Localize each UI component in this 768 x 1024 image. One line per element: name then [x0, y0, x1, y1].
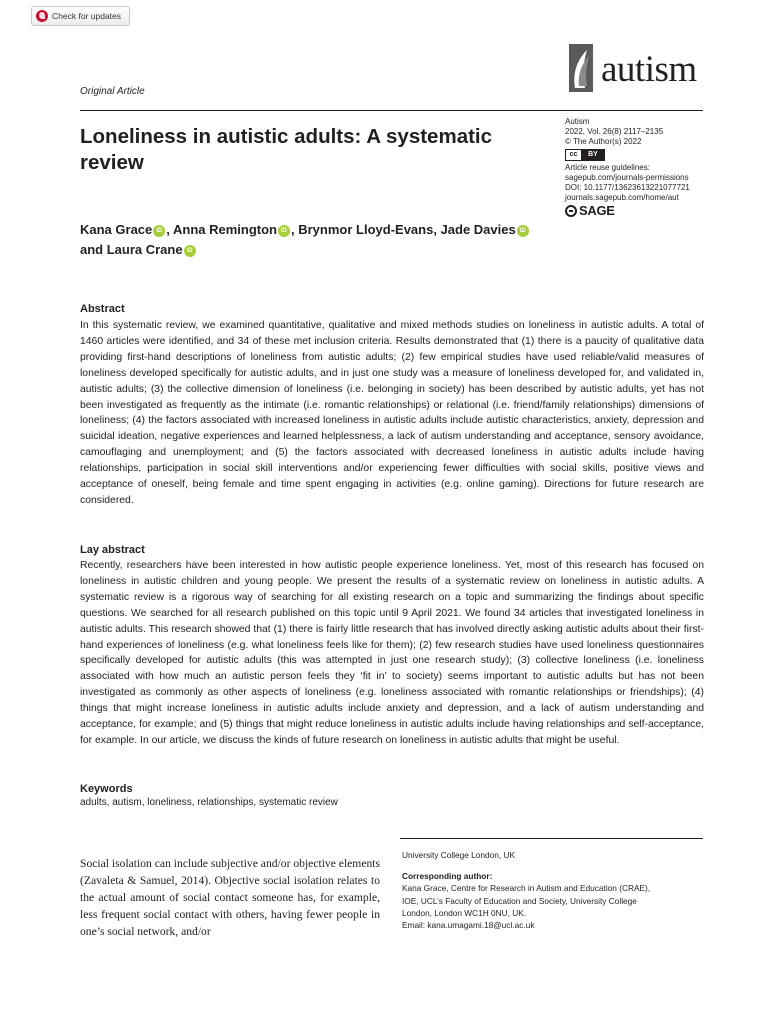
- orcid-icon[interactable]: iD: [153, 225, 165, 237]
- cc-license-right: BY: [582, 150, 604, 160]
- corresponding-email[interactable]: Email: kana.umagami.18@ucl.ac.uk: [402, 920, 535, 931]
- corresponding-author: [402, 870, 702, 931]
- footnote-rule: [400, 838, 703, 839]
- publisher-name: SAGE: [579, 203, 615, 218]
- corresponding-line: IOE, UCL’s Faculty of Education and Society, University College: [402, 895, 637, 906]
- corresponding-heading: Corresponding author:: [402, 871, 493, 881]
- author-list: [80, 220, 550, 260]
- keywords-heading: Keywords: [80, 783, 133, 795]
- sage-icon: [565, 205, 577, 217]
- publisher-logo: [565, 205, 715, 217]
- journal-logo-text: autism: [601, 49, 697, 90]
- author-name: , Brynmor Lloyd-Evans, Jade Davies: [291, 222, 516, 237]
- abstract-heading: Abstract: [80, 303, 125, 315]
- affiliation: University College London, UK: [402, 850, 515, 860]
- orcid-icon[interactable]: iD: [278, 225, 290, 237]
- cc-license-icon[interactable]: [565, 149, 605, 161]
- check-for-updates-badge[interactable]: [31, 6, 130, 26]
- corresponding-line: London, London WC1H 0NU, UK.: [402, 907, 527, 918]
- journal-home-link[interactable]: journals.sagepub.com/home/aut: [565, 193, 679, 202]
- journal-logo-emblem-icon: [563, 42, 599, 94]
- author-name: Kana Grace: [80, 222, 153, 237]
- journal-citation: 2022, Vol. 26(8) 2117–2135: [565, 127, 664, 136]
- author-name: and Laura Crane: [80, 242, 183, 257]
- lay-abstract-text: Recently, researchers have been interested in how autistic people experience loneliness. Yet, most of this research has focused on loneliness in autistic children and young people. We present the results of a systematic review on loneliness in autistic adults. A systematic review is a rigorous way of searching for all existing research on a topic and summarizing the findings about specific questions. We searched for all research published on this topic until 9 April 2021. We found 34 articles that investigated loneliness in autistic adults. This research showed that (1) there is fairly little research that has involved directly asking autistic adults about their first-hand experiences of loneliness (e.g. what loneliness feels like for them); (2) few research studies have used loneliness questionnaires specifically developed for autistic adults (this was attempted in just one research study); (3) collective loneliness (i.e. loneliness associated with how much an autistic person feels they ‘fit in’ to society) seems important to autistic adults but has not been investigated as commonly as other aspects of loneliness (e.g. loneliness associated with romantic relationships or friendships); (4) things that might increase loneliness in autistic adults include anxiety and depression, and a lack of autism understanding and acceptance, for example; and (5) things that might reduce loneliness in autistic adults include having relationships and self-acceptance, for example. In our article, we discuss the kinds of future research on loneliness in autistic adults that might be useful.: [80, 560, 704, 746]
- corresponding-line: Kana Grace, Centre for Research in Autism and Education (CRAE),: [402, 883, 651, 894]
- journal-meta: [565, 117, 715, 217]
- doi-link[interactable]: DOI: 10.1177/13623613221077721: [565, 183, 690, 192]
- cc-license-left: cc: [566, 150, 582, 160]
- check-for-updates-label: Check for updates: [52, 11, 121, 21]
- article-title: Loneliness in autistic adults: A systematic review: [80, 125, 493, 174]
- orcid-icon[interactable]: iD: [517, 225, 529, 237]
- author-name: , Anna Remington: [166, 222, 278, 237]
- keywords-list: adults, autism, loneliness, relationships, systematic review: [80, 797, 338, 808]
- journal-name: Autism: [565, 117, 590, 126]
- orcid-icon[interactable]: iD: [184, 245, 196, 257]
- crossmark-icon: [36, 10, 48, 22]
- reuse-link[interactable]: sagepub.com/journals-permissions: [565, 173, 689, 182]
- journal-logo: [563, 42, 708, 94]
- abstract-text: In this systematic review, we examined quantitative, qualitative and mixed methods studies on loneliness in autistic adults. A total of 1460 articles were identified, and 34 of these met inclusion criteria. Results demonstrated that (1) there is a paucity of qualitative data providing first-hand descriptions of loneliness from autistic adults; (2) few empirical studies have used reliable/valid measures of loneliness developed specifically for autistic adults, and in just one study was a measure of loneliness developed for, and validated in, autistic adults; (3) the collective dimension of loneliness (i.e. belonging in society) has been described by autistic adults, yet has not been investigated as frequently as the intimate (i.e. romantic relationships) or relational (i.e. friend/family relationships) dimensions of loneliness; (4) the factors associated with increased loneliness in autistic adults include autistic characteristics, anxiety, depression and suicidal ideation, negative experiences and learned helplessness, a lack of autism understanding and acceptance, sensory avoidance, camouflaging and unemployment; and (5) the factors associated with decreased loneliness in autistic adults include having relationships, participation in social skill interventions and/or experiencing fewer difficulties with social skills, positive views and acceptance of oneself, being female and time spent engaging in activities (e.g. online gaming). Directions for future research are considered.: [80, 320, 704, 506]
- header-rule: [80, 110, 703, 111]
- copyright: © The Author(s) 2022: [565, 137, 642, 146]
- article-type: Original Article: [80, 86, 145, 97]
- body-text: Social isolation can include subjective and/or objective elements (Zavaleta & Samuel, 2014). Objective social isolation relates to the actual amount of social contact someone has, for example, less frequent social contact with others, having fewer people in one’s social network, and/or: [80, 857, 380, 939]
- reuse-label: Article reuse guidelines:: [565, 163, 650, 172]
- lay-abstract-heading: Lay abstract: [80, 544, 145, 556]
